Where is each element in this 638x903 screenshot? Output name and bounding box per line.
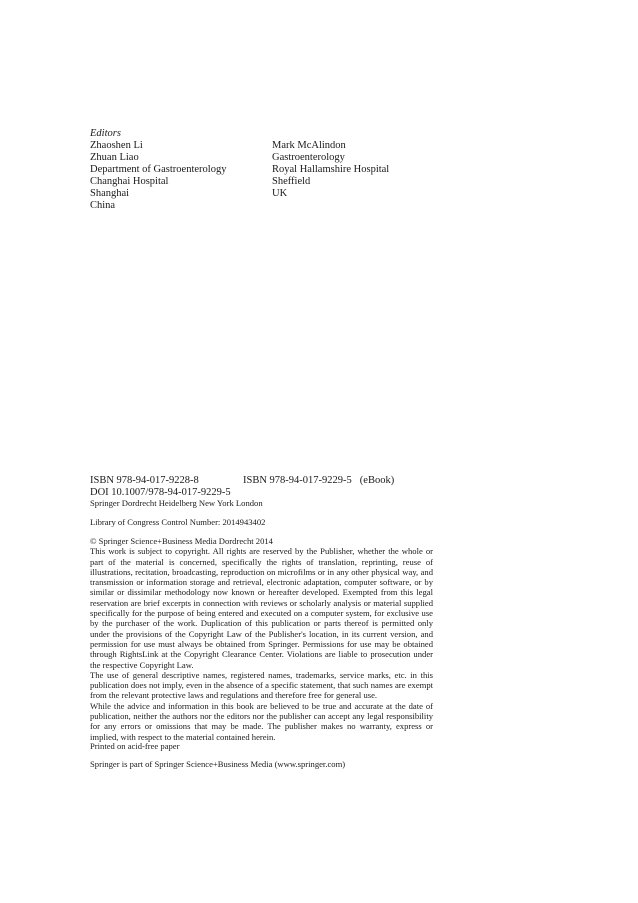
editor-affiliation: Royal Hallamshire Hospital <box>272 164 390 176</box>
editor-affiliation: Changhai Hospital <box>90 176 169 188</box>
editor-name: Zhuan Liao <box>90 152 139 164</box>
editor-city: Shanghai <box>90 188 130 200</box>
acid-free-note: Printed on acid-free paper <box>90 741 180 751</box>
isbn-ebook-tag: (eBook) <box>359 475 395 486</box>
editor-right-column <box>272 140 472 200</box>
copyright-paragraph: This work is subject to copyright. All rights are reserved by the Publisher, whether the whole or part of the material is concerned, specifically the rights of translation, reprinting, reuse of illustrations, recitation, broadcasting, reproduction on microfilms or in any other physical way, and transmission or information storage and retrieval, electronic adaptation, computer software, or by similar or dissimilar methodology now known or hereafter developed. Exempted from this legal reservation are brief excerpts in connection with reviews or scholarly analysis or material supplied specifically for the purpose of being entered and executed on a computer system, for exclusive use by the purchaser of the work. Duplication of this publication or parts thereof is permitted only under the provisions of the Copyright Law of the Publisher's location, in its current version, and permission for use must always be obtained from Springer. Permissions for use may be obtained through RightsLink at the Copyright Clearance Center. Violations are liable to prosecution under the respective Copyright Law. <box>90 546 433 670</box>
library-of-congress-number: Library of Congress Control Number: 2014943402 <box>90 517 266 527</box>
isbn-print: ISBN 978-94-017-9228-8 <box>90 475 199 486</box>
isbn-block <box>90 475 435 499</box>
copyright-line: © Springer Science+Business Media Dordrecht 2014 <box>90 536 273 546</box>
editor-name: Mark McAlindon <box>272 140 346 151</box>
isbn-ebook: ISBN 978-94-017-9229-5 <box>243 475 352 486</box>
editor-affiliation: Department of Gastroenterology <box>90 164 227 176</box>
isbn-ebook-group <box>243 475 394 487</box>
editor-city: Sheffield <box>272 176 311 188</box>
editor-left-column <box>90 140 255 213</box>
editor-affiliation: Gastroenterology <box>272 152 345 164</box>
doi: DOI 10.1007/978-94-017-9229-5 <box>90 487 231 498</box>
editors-heading: Editors <box>90 128 121 139</box>
isbn-row <box>90 475 435 487</box>
editor-country: UK <box>272 188 288 200</box>
springer-part-note: Springer is part of Springer Science+Business Media (www.springer.com) <box>90 759 346 769</box>
editor-country: China <box>90 200 116 212</box>
copyright-notice <box>90 536 433 742</box>
editor-name: Zhaoshen Li <box>90 140 143 151</box>
trademark-paragraph: The use of general descriptive names, registered names, trademarks, service marks, etc. in this publication does not imply, even in the absence of a specific statement, that such names are exempt from the relevant protective laws and regulations and therefore free for general use. <box>90 669 433 701</box>
disclaimer-paragraph: While the advice and information in this book are believed to be true and accurate at the date of publication, neither the authors nor the editors nor the publisher can accept any legal responsibility for any errors or omissions that may be made. The publisher makes no warranty, express or implied, with respect to the material contained herein. <box>90 700 433 742</box>
publisher-cities: Springer Dordrecht Heidelberg New York London <box>90 498 263 508</box>
